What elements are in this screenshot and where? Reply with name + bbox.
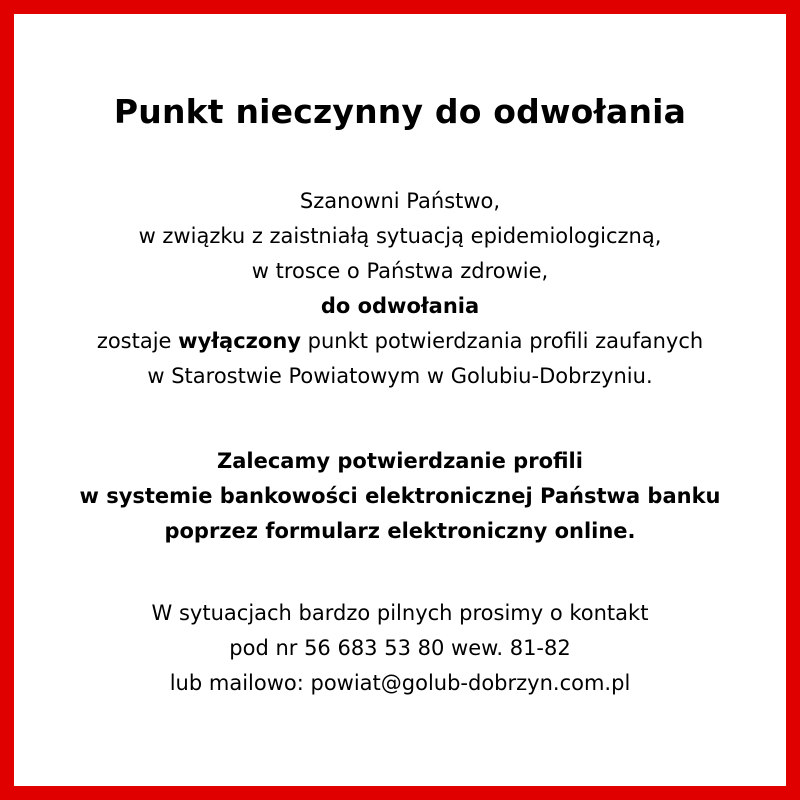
closure-pre: zostaje: [96, 329, 172, 353]
recommendation-line-1: Zalecamy potwierdzanie profili: [217, 449, 583, 473]
contact-phone: pod nr 56 683 53 80 wew. 81-82: [229, 636, 571, 660]
until-further-notice: do odwołania: [320, 294, 480, 318]
greeting: Szanowni Państwo,: [299, 189, 501, 213]
contact-intro: W sytuacjach bardzo pilnych prosimy o kontakt: [151, 601, 649, 625]
notice-title: Punkt nieczynny do odwołania: [113, 92, 687, 131]
health-concern: w trosce o Państwa zdrowie,: [251, 259, 549, 283]
recommendation: [14, 444, 786, 549]
contact-email: lub mailowo: powiat@golub-dobrzyn.com.pl: [169, 671, 631, 695]
closure-disabled: wyłączony: [178, 329, 301, 353]
closure-message: [14, 184, 786, 394]
office-location: w Starostwie Powiatowym w Golubiu-Dobrzyniu.: [147, 364, 653, 388]
recommendation-line-3: poprzez formularz elektroniczny online.: [164, 519, 636, 543]
recommendation-line-2: w systemie bankowości elektronicznej Państwa banku: [79, 484, 721, 508]
epidemic-reason: w związku z zaistniałą sytuacją epidemiologiczną,: [138, 224, 662, 248]
closure-statement: [14, 324, 786, 359]
closure-post: punkt potwierdzania profili zaufanych: [307, 329, 704, 353]
contact-info: [14, 596, 786, 701]
